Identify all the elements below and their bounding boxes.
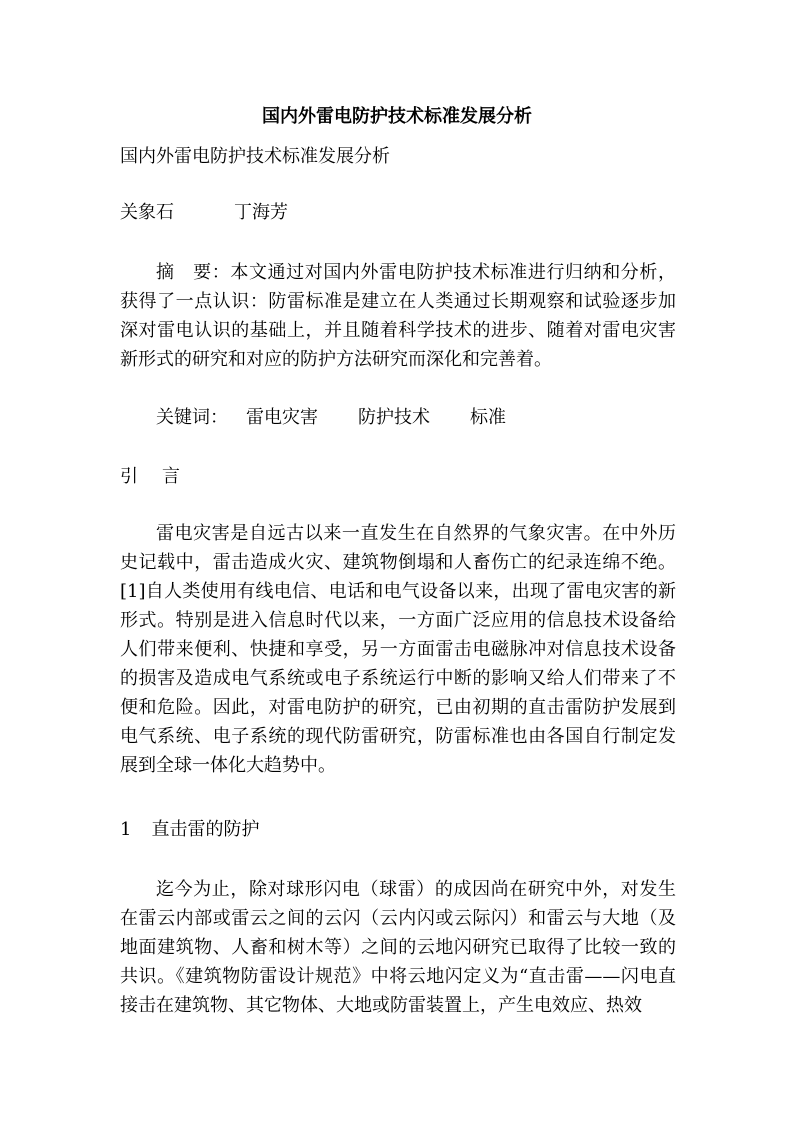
heading-char: 言 (162, 466, 180, 487)
heading-char: 引 (120, 466, 138, 487)
section-number: 1 (120, 819, 132, 840)
keyword: 防护技术 (358, 407, 430, 428)
author-name: 丁海芳 (234, 202, 288, 223)
author-name: 关象石 (120, 202, 174, 223)
intro-paragraph: 雷电灾害是自远古以来一直发生在自然界的气象灾害。在中外历史记载中，雷击造成火灾、建筑物倒塌和人畜伤亡的纪录连绵不绝。[1]自人类使用有线电信、电话和电气设备以来，出现了雷电灾害的新形式。特别是进入信息时代以来，一方面广泛应用的信息技术设备给人们带来便利、快捷和享受，另一方面雷击电磁脉冲对信息技术设备的损害及造成电气系统或电子系统运行中断的影响又给人们带来了不便和危险。因此，对雷电防护的研究，已由初期的直击雷防护发展到电气系统、电子系统的现代防雷研究，防雷标准也由各国自行制定发展到全球一体化大趋势中。 (120, 523, 676, 776)
section-title: 直击雷的防护 (151, 819, 260, 840)
section-1-paragraph: 迄今为止，除对球形闪电（球雷）的成因尚在研究中外，对发生在雷云内部或雷云之间的云闪（云内闪或云际闪）和雷云与大地（及地面建筑物、人畜和树木等）之间的云地闪研究已取得了比较一致的共识。《建筑物防雷设计规范》中将云地闪定义为“直击雷——闪电直接击在建筑物、其它物体、大地或防雷装置上，产生电效应、热效 (120, 879, 676, 1016)
keywords-line (156, 405, 506, 431)
abstract-paragraph: 摘 要：本文通过对国内外雷电防护技术标准进行归纳和分析，获得了一点认识：防雷标准是建立在人类通过长期观察和试验逐步加深对雷电认识的基础上，并且随着科学技术的进步、随着对雷电灾害新形式的研究和对应的防护方法研究而深化和完善着。 (120, 262, 676, 370)
keyword: 雷电灾害 (246, 407, 318, 428)
author-line (120, 200, 288, 226)
subtitle: 国内外雷电防护技术标准发展分析 (120, 146, 390, 167)
section-heading-intro (120, 464, 180, 490)
keywords-label: 关键词： (156, 407, 228, 428)
keyword: 标准 (470, 407, 506, 428)
page-title: 国内外雷电防护技术标准发展分析 (262, 106, 532, 127)
section-heading-1 (120, 817, 259, 843)
